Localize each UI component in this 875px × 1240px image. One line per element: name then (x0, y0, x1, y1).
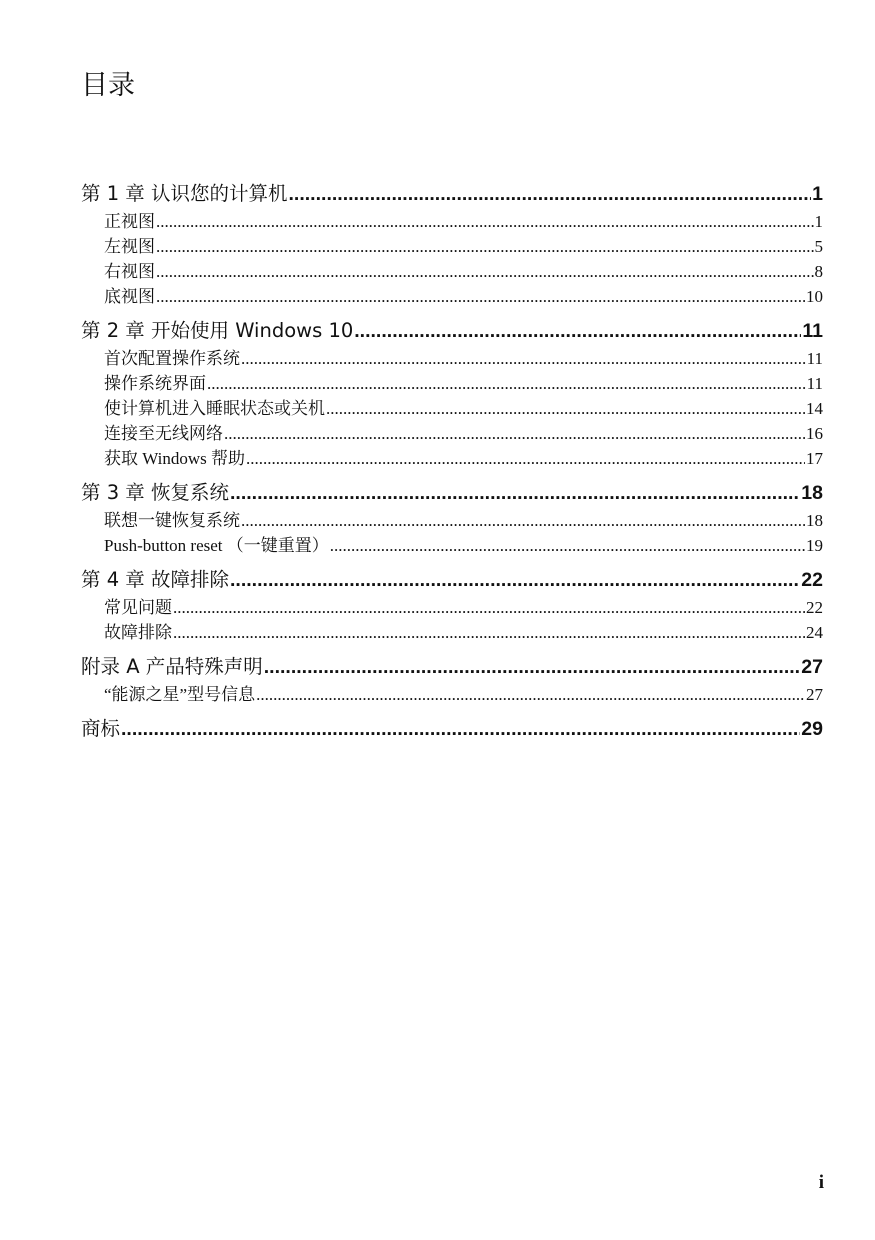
toc-page-number: 17 (806, 449, 823, 468)
dot-leader (156, 237, 814, 257)
toc-section-label: 连接至无线网络 (104, 424, 223, 443)
toc-section[interactable] (81, 257, 823, 282)
dot-leader (354, 320, 801, 343)
toc-chapter-label: 第 3 章 恢复系统 (81, 481, 230, 504)
toc-chapter-label: 第 1 章 认识您的计算机 (81, 182, 288, 205)
toc-section[interactable] (81, 593, 823, 618)
toc-section[interactable] (81, 618, 823, 643)
toc-chapter-label: 第 2 章 开始使用 Windows 10 (81, 319, 354, 342)
toc-section-label: Push-button reset （一键重置） (104, 536, 329, 555)
toc-page-number: 1 (814, 212, 823, 231)
toc-chapter-4[interactable] (81, 564, 823, 593)
toc-section[interactable] (81, 419, 823, 444)
dot-leader (256, 685, 805, 705)
page-number: i (818, 1172, 824, 1193)
toc-section-label: 左视图 (104, 237, 155, 256)
toc-chapter-2[interactable] (81, 315, 823, 344)
dot-leader (289, 183, 812, 206)
toc-page-number: 11 (806, 374, 823, 393)
dot-leader (330, 536, 805, 556)
toc-trademarks[interactable] (81, 713, 823, 742)
toc-section[interactable] (81, 207, 823, 232)
toc-section-label: 操作系统界面 (104, 374, 206, 393)
dot-leader (173, 598, 805, 618)
dot-leader (264, 656, 801, 679)
toc-page-number: 27 (806, 685, 823, 704)
toc-section-label: “能源之星”型号信息 (104, 685, 256, 704)
toc-section[interactable] (81, 680, 823, 705)
toc-page-number: 11 (802, 320, 823, 342)
toc-section[interactable] (81, 394, 823, 419)
toc-section-label: 联想一键恢复系统 (104, 511, 240, 530)
toc-chapter-label: 商标 (81, 717, 121, 740)
toc-section-label: 正视图 (104, 212, 155, 231)
toc-page-number: 19 (806, 536, 823, 555)
table-of-contents (81, 178, 823, 750)
toc-section[interactable] (81, 232, 823, 257)
toc-page-number: 10 (806, 287, 823, 306)
toc-page-number: 22 (806, 598, 823, 617)
toc-chapter-label: 第 4 章 故障排除 (81, 568, 230, 591)
toc-page-number: 1 (812, 183, 823, 205)
toc-group-chapter-3 (81, 477, 823, 556)
toc-section[interactable] (81, 282, 823, 307)
toc-chapter-1[interactable] (81, 178, 823, 207)
toc-page-number: 5 (814, 237, 823, 256)
toc-group-chapter-2 (81, 315, 823, 469)
toc-page-number: 18 (801, 482, 823, 504)
toc-group-chapter-1 (81, 178, 823, 307)
toc-page-number: 29 (801, 718, 823, 740)
dot-leader (230, 482, 800, 505)
toc-appendix-a[interactable] (81, 651, 823, 680)
toc-page-number: 16 (806, 424, 823, 443)
toc-page-number: 22 (801, 569, 823, 591)
page-title: 目录 (81, 70, 135, 101)
toc-section[interactable] (81, 531, 823, 556)
dot-leader (156, 212, 814, 232)
toc-section-label: 首次配置操作系统 (104, 349, 240, 368)
toc-group-appendix-a (81, 651, 823, 705)
dot-leader (121, 718, 800, 741)
toc-section[interactable] (81, 444, 823, 469)
toc-group-trademarks (81, 713, 823, 742)
toc-section-label: 常见问题 (104, 598, 172, 617)
dot-leader (241, 511, 805, 531)
toc-section[interactable] (81, 369, 823, 394)
toc-page-number: 24 (806, 623, 823, 642)
toc-section-label: 获取 Windows 帮助 (104, 449, 245, 468)
toc-section-label: 故障排除 (104, 623, 172, 642)
dot-leader (207, 374, 806, 394)
toc-page-number: 14 (806, 399, 823, 418)
toc-section-label: 使计算机进入睡眠状态或关机 (104, 399, 325, 418)
toc-chapter-label: 附录 A 产品特殊声明 (81, 655, 263, 678)
toc-page-number: 27 (801, 656, 823, 678)
toc-page-number: 18 (806, 511, 823, 530)
dot-leader (326, 399, 805, 419)
dot-leader (156, 287, 805, 307)
toc-section[interactable] (81, 344, 823, 369)
toc-section-label: 右视图 (104, 262, 155, 281)
toc-section[interactable] (81, 506, 823, 531)
toc-chapter-3[interactable] (81, 477, 823, 506)
dot-leader (224, 424, 805, 444)
dot-leader (156, 262, 814, 282)
dot-leader (241, 349, 806, 369)
toc-group-chapter-4 (81, 564, 823, 643)
toc-section-label: 底视图 (104, 287, 155, 306)
dot-leader (246, 449, 805, 469)
toc-page-number: 11 (806, 349, 823, 368)
dot-leader (173, 623, 805, 643)
toc-page-number: 8 (814, 262, 823, 281)
dot-leader (230, 569, 800, 592)
